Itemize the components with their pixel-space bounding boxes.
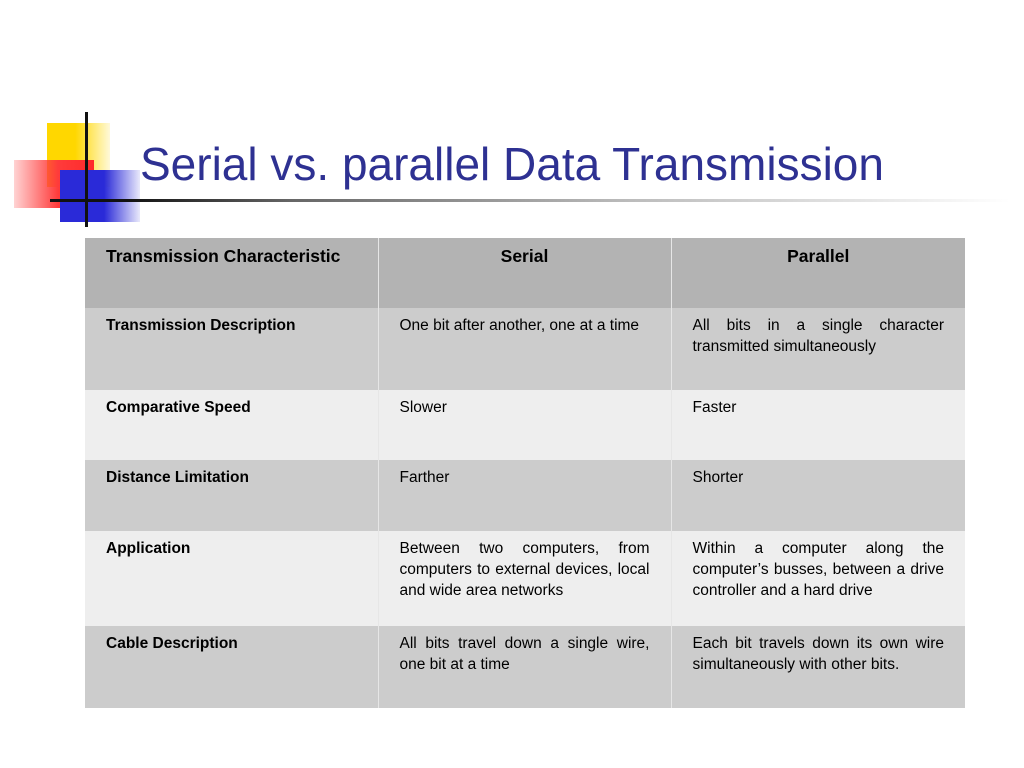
title-underline bbox=[50, 199, 1010, 202]
serial-cell: One bit after another, one at a time bbox=[378, 308, 671, 390]
table-row bbox=[85, 531, 965, 626]
table-row bbox=[85, 460, 965, 531]
parallel-cell: Within a computer along the computer’s busses, between a drive controller and a hard drive bbox=[671, 531, 965, 626]
slide-title: Serial vs. parallel Data Transmission bbox=[140, 138, 884, 190]
serial-cell: Farther bbox=[378, 460, 671, 531]
serial-cell: All bits travel down a single wire, one bit at a time bbox=[378, 626, 671, 708]
table-row bbox=[85, 390, 965, 460]
row-characteristic: Transmission Description bbox=[85, 308, 378, 390]
parallel-cell: Each bit travels down its own wire simultaneously with other bits. bbox=[671, 626, 965, 708]
row-characteristic: Application bbox=[85, 531, 378, 626]
header-parallel: Parallel bbox=[671, 238, 965, 308]
row-characteristic: Comparative Speed bbox=[85, 390, 378, 460]
parallel-cell: All bits in a single character transmitted simultaneously bbox=[671, 308, 965, 390]
table-row bbox=[85, 626, 965, 708]
row-characteristic: Cable Description bbox=[85, 626, 378, 708]
header-characteristic: Transmission Characteristic bbox=[85, 238, 378, 308]
serial-cell: Slower bbox=[378, 390, 671, 460]
row-characteristic: Distance Limitation bbox=[85, 460, 378, 531]
table-row bbox=[85, 308, 965, 390]
serial-cell: Between two computers, from computers to external devices, local and wide area networks bbox=[378, 531, 671, 626]
decorative-vertical-line bbox=[85, 112, 88, 227]
header-serial: Serial bbox=[378, 238, 671, 308]
decorative-blue-square bbox=[60, 170, 140, 222]
comparison-table bbox=[85, 238, 965, 708]
parallel-cell: Shorter bbox=[671, 460, 965, 531]
parallel-cell: Faster bbox=[671, 390, 965, 460]
table-header-row bbox=[85, 238, 965, 308]
